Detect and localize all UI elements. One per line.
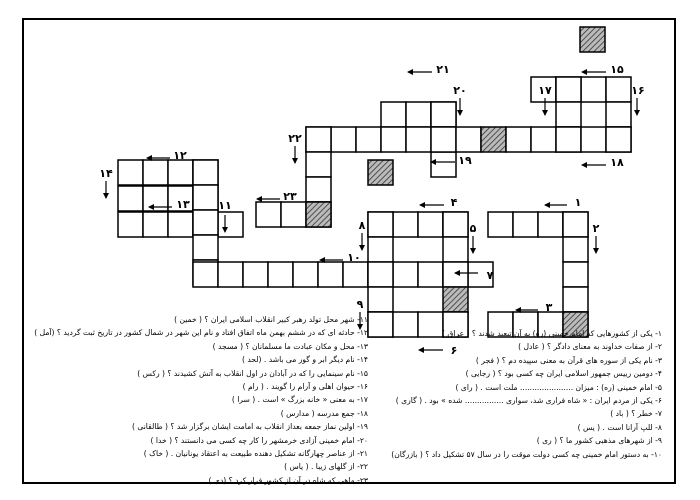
grid-cell — [418, 262, 443, 287]
clues_right-clue: ۵- امام خمینی (ره) : میزان ...................... ملت است . ( رای ) — [455, 382, 662, 392]
grid-cell — [368, 237, 393, 262]
grid-cell — [118, 212, 143, 237]
clues-right — [391, 327, 662, 461]
grid-cell — [193, 235, 218, 260]
clue-number-10: ۱۰ — [347, 251, 361, 264]
grid-cell — [563, 237, 588, 262]
grid-cell — [306, 152, 331, 177]
grid-cell — [513, 212, 538, 237]
clue-number-8: ۸ — [358, 219, 366, 232]
grid-cell — [431, 127, 456, 152]
grid-cell — [556, 102, 581, 127]
grid-cell — [306, 127, 331, 152]
clue-number-13: ۱۳ — [176, 198, 190, 211]
clues_left-clue: ۱۸- جمع مدرسه ( مدارس ) — [280, 408, 368, 418]
grid-cell — [393, 312, 418, 337]
clue-number-2: ۲ — [592, 222, 600, 235]
clue-number-12: ۱۲ — [173, 149, 187, 162]
grid-cell — [218, 212, 243, 237]
clue-number-18: ۱۸ — [610, 156, 624, 169]
clues_left-clue: ۱۱- شهر محل تولد رهبر کبیر انقلاب اسلامی ایران ؟ ( خمین ) — [174, 315, 368, 324]
clue-number-1: ۱ — [574, 196, 582, 209]
grid-cell — [193, 210, 218, 235]
grid-cell — [193, 185, 218, 210]
grid-cell — [118, 160, 143, 185]
grid-cell — [606, 77, 631, 102]
clue-number-5: ۵ — [469, 222, 477, 235]
clues_right-clue: ۲- از صفات خداوند به معنای دادگر ؟ ( عادل ) — [518, 342, 662, 352]
grid-cell — [563, 262, 588, 287]
clues_left-clue: ۱۹- اولین نماز جمعه بعداز انقلاب به امامت ایشان برگزار شد ؟ ( طالقانی ) — [131, 422, 368, 432]
grid-cell — [406, 102, 431, 127]
clues_right-clue: ۷- خطر ؟ ( باد ) — [610, 409, 662, 419]
grid-cell — [563, 212, 588, 237]
clues_left-clue: ۲۲- از گلهای زیبا . ( یاس ) — [284, 462, 368, 472]
grid-cell — [118, 186, 143, 211]
clue-number-19: ۱۹ — [458, 154, 472, 167]
clue-number-16: ۱۶ — [631, 84, 645, 97]
grid-cell — [168, 212, 193, 237]
clues_left-clue: ۱۶- حیوان اهلی و آرام را گویند . ( رام ) — [242, 382, 368, 392]
grid-cell — [368, 212, 393, 237]
grid-cell — [368, 287, 393, 312]
grid-cell — [443, 237, 468, 262]
grid-cell — [256, 202, 281, 227]
grid-cell — [531, 127, 556, 152]
grid-cell — [538, 212, 563, 237]
grid-cell — [418, 212, 443, 237]
grid-cell — [268, 262, 293, 287]
clue-number-6: ۶ — [450, 344, 458, 357]
grid-cell — [356, 127, 381, 152]
grid-cell — [331, 127, 356, 152]
grid-cell — [243, 262, 268, 287]
grid-cell — [293, 262, 318, 287]
grid-cell — [581, 77, 606, 102]
clues_left-clue: ۱۳- محل و مکان عبادت ما مسلمانان ؟ ( مسجد ) — [212, 341, 368, 351]
grid-cell — [406, 127, 431, 152]
shaded-cell — [443, 287, 468, 312]
shaded-cell — [368, 160, 393, 185]
grid-cell — [488, 212, 513, 237]
clue-number-17: ۱۷ — [538, 84, 552, 97]
grid-cell — [218, 262, 243, 287]
grid-cell — [193, 160, 218, 185]
grid-cell — [193, 262, 218, 287]
clue-number-7: ۷ — [486, 269, 494, 282]
clues_right-clue: ۳- نام یکی از سوره های قرآن به معنی سپیده دم ؟ ( فجر ) — [475, 355, 662, 365]
grid-cell — [556, 77, 581, 102]
grid-cell — [431, 152, 456, 177]
clues_left-clue: ۱۵- نام سینمایی را که در آبادان در اول انقلاب به آتش کشیدند ؟ ( رکس ) — [137, 368, 368, 378]
clue-number-14: ۱۴ — [99, 167, 113, 180]
clues_right-clue: ۶- یکی از مردم ایران : « شاه فراری شد، سواری ................ شده » بود . ( گاری ) — [395, 396, 662, 406]
clue-number-21: ۲۱ — [436, 63, 450, 76]
shaded-cell — [580, 27, 605, 52]
grid-cell — [318, 262, 343, 287]
clue-number-9: ۹ — [356, 298, 364, 311]
grid-cell — [556, 127, 581, 152]
grid-cell — [393, 212, 418, 237]
clues_right-clue: ۱۰- به دستور امام خمینی چه کسی دولت موقت را در سال ۵۷ تشکیل داد ؟ ( بازرگان) — [391, 449, 662, 459]
clue-number-23: ۲۳ — [283, 190, 297, 203]
clue-number-3: ۳ — [545, 301, 553, 314]
grid-cell — [368, 262, 393, 287]
grid-cell — [431, 102, 456, 127]
grid-cell — [443, 262, 468, 287]
grid-cell — [563, 287, 588, 312]
grid-cell — [368, 312, 393, 337]
clue-number-15: ۱۵ — [610, 63, 624, 76]
grid-cell — [343, 262, 368, 287]
grid-cell — [143, 160, 168, 185]
grid-cell — [443, 212, 468, 237]
grid-cell — [306, 177, 331, 202]
clues_left-clue: ۱۷- به معنی « خانه بزرگ » است . ( سرا ) — [231, 395, 368, 405]
clues_right-clue: ۸- للپ آرانا است . ( یس ) — [577, 422, 662, 432]
grid-cell — [281, 202, 306, 227]
clues_left-clue: ۱۴- نام دیگر ابر و گور می باشد . (لحد ) — [241, 355, 368, 365]
clues_left-clue: ۱۲- حادثه ای که در ششم بهمن ماه اتفاق افتاد و نام این شهر در شمال کشور در تاریخ ثبت گردید ؟ (آمل ) — [34, 328, 368, 338]
clue-number-11: ۱۱ — [218, 199, 232, 212]
clue-number-22: ۲۲ — [288, 132, 302, 145]
grid-cell — [381, 102, 406, 127]
clue-number-4: ۴ — [450, 196, 458, 209]
clue-number-20: ۲۰ — [453, 84, 467, 97]
shaded-cell — [481, 127, 506, 152]
clues_left-clue: ۲۰- امام خمینی آزادی خرمشهر را کار چه کسی می دانستند ؟ ( خدا ) — [150, 435, 368, 445]
clues_right-clue: ۴- دومین رییس جمهور اسلامی ایران چه کسی بود ؟ ( رجایی ) — [465, 369, 662, 379]
grid-cell — [606, 127, 631, 152]
grid-cell — [143, 212, 168, 237]
clues_right-clue: ۱- یکی از کشورهایی که امام خمینی (ره) به آن تبعید شدند ؟ ( عراق ) — [442, 329, 662, 338]
clues-left — [34, 313, 368, 487]
clues_left-clue: ۲۳- ماهی که شاه در آن از کشور فرار کرد ؟ (دی ) — [208, 475, 368, 485]
clues_left-clue: ۲۱- از عناصر چهارگانه تشکیل دهنده طبیعت به اعتقاد یونانیان . ( خاک ) — [143, 449, 368, 459]
grid-cell — [456, 127, 481, 152]
grid-cell — [393, 262, 418, 287]
clues_right-clue: ۹- از شهرهای مذهبی کشور ما ؟ ( ری ) — [536, 436, 662, 446]
grid-cell — [168, 160, 193, 185]
grid-cell — [381, 127, 406, 152]
grid-cell — [606, 102, 631, 127]
grid-cell — [581, 127, 606, 152]
grid-cell — [506, 127, 531, 152]
shaded-cell — [306, 202, 331, 227]
